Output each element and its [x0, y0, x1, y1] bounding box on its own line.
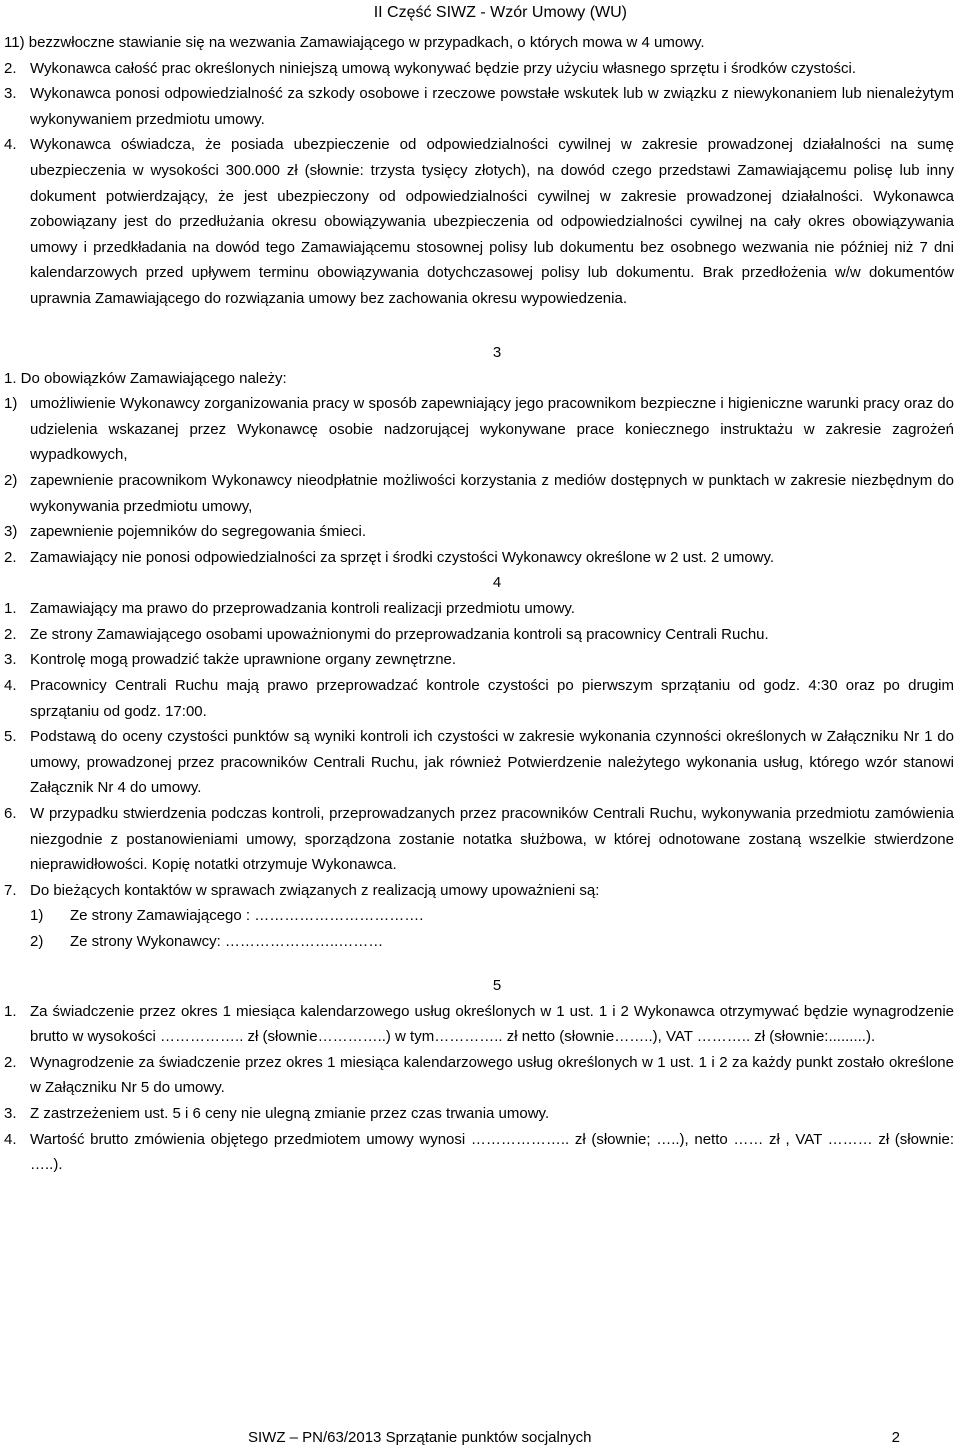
- list-item: [4, 1101, 954, 1127]
- list-item: [4, 519, 954, 545]
- item-text: zapewnienie pracownikom Wykonawcy nieodpłatnie możliwości korzystania z mediów dostępnych w punktach w zakresie niezbędnym do wykonywania przedmiotu umowy,: [30, 471, 954, 515]
- item-number: 7.: [4, 881, 17, 899]
- item-text: Ze strony Zamawiającego osobami upoważnionymi do przeprowadzania kontroli są pracownicy Centrali Ruchu.: [30, 625, 769, 643]
- list-item: [4, 622, 954, 648]
- item-number: 1): [30, 907, 44, 925]
- section-3-intro: 1. Do obowiązków Zamawiającego należy:: [4, 369, 287, 387]
- item-text: Wykonawca oświadcza, że posiada ubezpieczenie od odpowiedzialności cywilnej w zakresie prowadzonej działalności na sumę ubezpieczenia w wysokości 300.000 zł (słownie: trzysta tysięcy złotych), na dowód czego przedstawi Zamawiającemu polisę lub inny dokument potwierdzający, że jest ubezpieczony od odpowiedzialności cywilnej w zakresie prowadzonej działalności. Wykonawca zobowiązany jest do przedłużania okresu obowiązywania ubezpieczenia od odpowiedzialności cywilnej na cały okres obowiązywania umowy i przedkładania na dowód tego Zamawiającemu stosownej polisy lub dokumentu bez osobnego wezwania nie później niż 7 dni kalendarzowych przed upływem terminu obowiązywania dotychczasowej polisy lub dokumentu. Brak przedłożenia w/w dokumentów uprawnia Zamawiającego do rozwiązania umowy bez zachowania okresu wypowiedzenia.: [30, 136, 954, 307]
- list-item: [4, 545, 954, 571]
- top-items: [4, 56, 954, 312]
- item-text: Wynagrodzenie za świadczenie przez okres 1 miesiąca kalendarzowego usług określonych w 1 ust. 1 i 2 za każdy punkt zostało określone w Załączniku Nr 5 do umowy.: [30, 1053, 954, 1097]
- list-item: [4, 81, 954, 132]
- item-text: Do bieżących kontaktów w sprawach związanych z realizacją umowy upoważnieni są:: [30, 881, 600, 899]
- spacer: [4, 312, 954, 340]
- list-item: [4, 596, 954, 622]
- contact-item: [4, 929, 954, 955]
- section-heading-3: 3: [492, 343, 502, 361]
- item-number: 2): [4, 471, 18, 489]
- item-number: 2.: [4, 59, 17, 77]
- item-number: 2): [30, 933, 44, 950]
- list-item: [4, 673, 954, 724]
- item-text: umożliwienie Wykonawcy zorganizowania pracy w sposób zapewniający jego pracownikom bezpieczne i higieniczne warunki pracy oraz do udzielenia wskazanej przez Wykonawcę osobie nadzorującej wykonywane prace koniecznego instruktażu w zakresie zagrożeń wypadkowych,: [30, 395, 954, 464]
- item-text: zapewnienie pojemników do segregowania śmieci.: [30, 523, 367, 541]
- footer-text: SIWZ – PN/63/2013 Sprzątanie punktów socjalnych: [248, 1429, 592, 1446]
- item-text: W przypadku stwierdzenia podczas kontroli, przeprowadzanych przez pracowników Centrali Ruchu, wykonywania przedmiotu zamówienia niezgodnie z postanowieniami umowy, sporządzona zostanie notatka służbowa, w której odnotowane zostaną wszelkie stwierdzone nieprawidłowości. Kopię notatki otrzymuje Wykonawca.: [30, 805, 954, 874]
- item-number: 1.: [4, 600, 17, 618]
- list-item: [4, 132, 954, 311]
- item-number: 4.: [4, 677, 17, 695]
- list-item: [4, 468, 954, 519]
- item-number: 6.: [4, 805, 17, 823]
- document-header: II Część SIWZ - Wzór Umowy (WU): [373, 4, 627, 21]
- item-number: 5.: [4, 728, 17, 746]
- item-text: Za świadczenie przez okres 1 miesiąca kalendarzowego usług określonych w 1 ust. 1 i 2 Wykonawca otrzymywać będzie wynagrodzenie brutto w wysokości …………….. zł (słownie…………..) w tym………….. zł netto (słownie……..), VAT ……….. zł (słownie:.........).: [30, 1002, 954, 1046]
- list-item: [4, 724, 954, 801]
- spacer: [4, 955, 954, 973]
- list-item: [4, 999, 954, 1050]
- item-number: 3.: [4, 1104, 17, 1122]
- item-text: Wykonawca całość prac określonych niniejszą umową wykonywać będzie przy użyciu własnego sprzętu i środków czystości.: [30, 59, 857, 77]
- list-item: [4, 878, 954, 904]
- section-heading-5: 5: [492, 976, 502, 994]
- item-number: 2.: [4, 625, 17, 643]
- list-item: [4, 647, 954, 673]
- item-number: 4.: [4, 136, 17, 154]
- item-number: 2.: [4, 1053, 17, 1071]
- item-number: 3.: [4, 651, 17, 669]
- item-text: Wartość brutto zmówienia objętego przedmiotem umowy wynosi ……………….. zł (słownie; …..), netto …… zł , VAT ……… zł (słownie: …..).: [30, 1130, 954, 1174]
- item-number: 1.: [4, 1002, 17, 1020]
- item-text: Zamawiający nie ponosi odpowiedzialności za sprzęt i środki czystości Wykonawcy określone w 2 ust. 2 umowy.: [30, 548, 775, 566]
- page-number: 2: [891, 1429, 900, 1446]
- list-item: [4, 1127, 954, 1178]
- item-text: Kontrolę mogą prowadzić także uprawnione organy zewnętrzne.: [30, 651, 457, 669]
- item-text: Z zastrzeżeniem ust. 5 i 6 ceny nie ulegną zmianie przez czas trwania umowy.: [30, 1104, 550, 1122]
- document-footer: [248, 1428, 900, 1448]
- document-body: [4, 30, 954, 1178]
- item-number: 4.: [4, 1130, 17, 1148]
- item-text: Ze strony Wykonawcy: …………………..………: [70, 933, 384, 950]
- list-item: [4, 391, 954, 468]
- item-text: Podstawą do oceny czystości punktów są wyniki kontroli ich czystości w zakresie wykonania czynności określonych w Załączniku Nr 1 do umowy, prowadzonej przez pracowników Centrali Ruchu, jak również Potwierdzenie należytego wykonania usług, którego wzór stanowi Załącznik Nr 4 do umowy.: [30, 728, 954, 797]
- item-text: Wykonawca ponosi odpowiedzialność za szkody osobowe i rzeczowe powstałe wskutek lub w związku z niewykonaniem lub nienależytym wykonywaniem przedmiotu umowy.: [30, 85, 954, 128]
- item-number: 1): [4, 395, 18, 413]
- list-item: [4, 1050, 954, 1101]
- item-number: 3.: [4, 85, 17, 103]
- list-item: [4, 801, 954, 878]
- item-text: Zamawiający ma prawo do przeprowadzania kontroli realizacji przedmiotu umowy.: [30, 600, 575, 618]
- section-heading-4: 4: [492, 574, 502, 592]
- contact-item: [4, 903, 954, 929]
- list-item: [4, 56, 954, 82]
- point-11: 11) bezzwłoczne stawianie się na wezwania Zamawiającego w przypadkach, o których mowa w 4 umowy.: [4, 34, 705, 51]
- item-number: 3): [4, 523, 18, 541]
- item-text: Pracownicy Centrali Ruchu mają prawo przeprowadzać kontrole czystości po pierwszym sprzątaniu od godz. 4:30 oraz po drugim sprzątaniu od godz. 17:00.: [30, 677, 954, 720]
- item-text: Ze strony Zamawiającego : …………………………….: [70, 907, 424, 925]
- item-number: 2.: [4, 548, 17, 566]
